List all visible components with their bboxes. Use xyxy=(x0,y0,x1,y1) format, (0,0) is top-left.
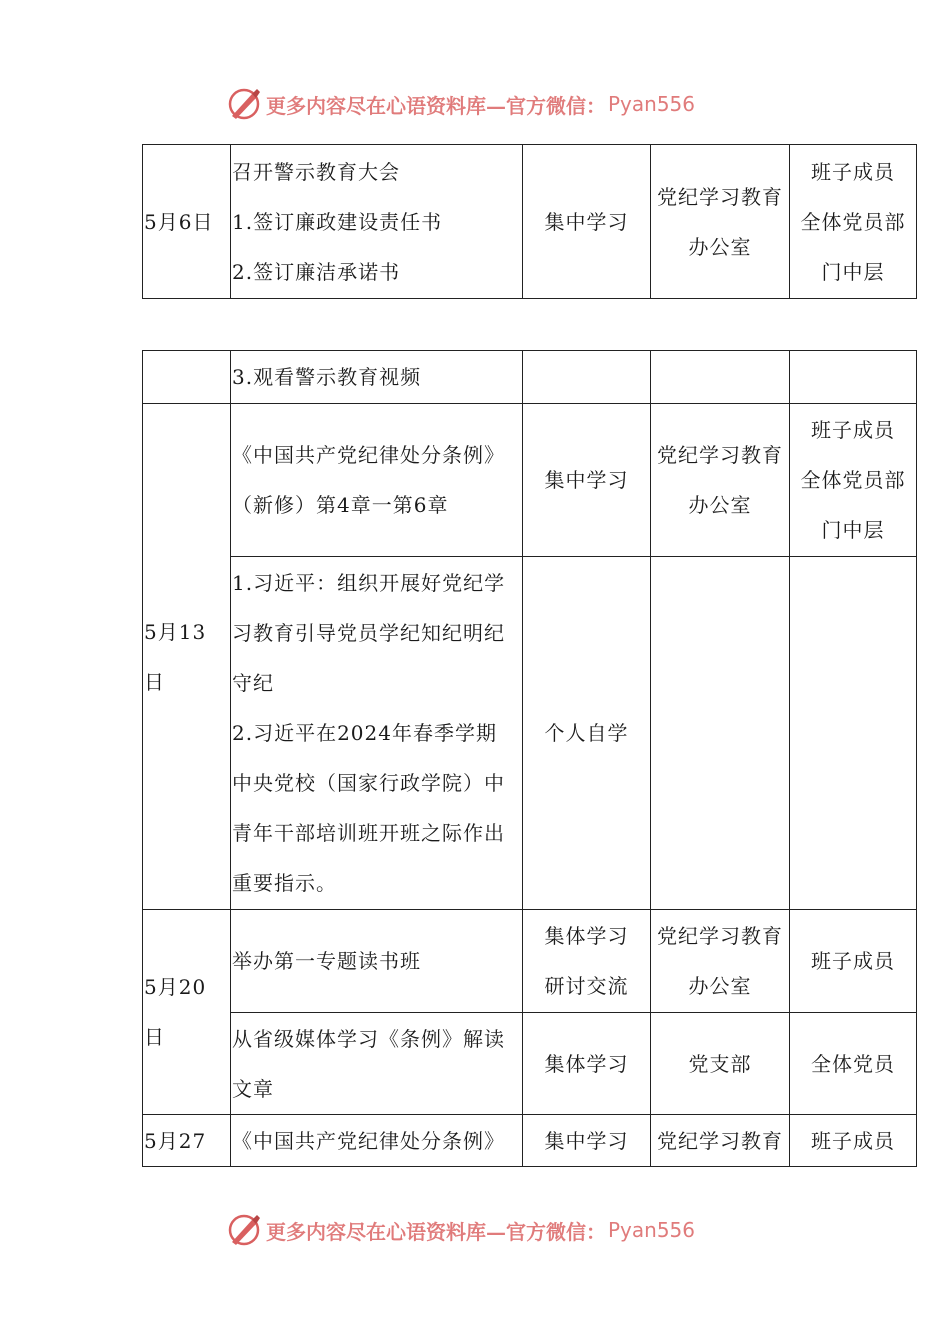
table-row xyxy=(143,145,917,299)
content-cell: 从省级媒体学习《条例》解读 文章 xyxy=(231,1013,523,1115)
participants-cell: 班子成员 全体党员部 门中层 xyxy=(790,404,917,557)
date-cell: 5月6日 xyxy=(143,145,231,299)
method-cell: 集中学习 xyxy=(523,1115,651,1167)
content-cell: 《中国共产党纪律处分条例》 xyxy=(231,1115,523,1167)
pen-logo-icon xyxy=(226,1212,262,1248)
date-cell: 5月27 xyxy=(143,1115,231,1167)
content-cell: 《中国共产党纪律处分条例》 （新修）第4章一第6章 xyxy=(231,404,523,557)
method-cell: 集中学习 xyxy=(523,404,651,557)
participants-cell: 班子成员 全体党员部 门中层 xyxy=(790,145,917,299)
watermark-bottom xyxy=(226,1212,695,1248)
table-row xyxy=(143,1013,917,1115)
content-cell: 3.观看警示教育视频 xyxy=(231,351,523,404)
watermark-wechat-id: Pyan556 xyxy=(608,1218,696,1242)
table-row xyxy=(143,1115,917,1167)
participants-cell: 班子成员 xyxy=(790,910,917,1013)
organizer-cell: 党纪学习教育 办公室 xyxy=(651,145,790,299)
method-cell xyxy=(523,351,651,404)
table-row xyxy=(143,351,917,404)
method-cell: 个人自学 xyxy=(523,557,651,910)
date-cell xyxy=(143,351,231,404)
organizer-cell: 党支部 xyxy=(651,1013,790,1115)
participants-cell xyxy=(790,351,917,404)
participants-cell xyxy=(790,557,917,910)
organizer-cell: 党纪学习教育 xyxy=(651,1115,790,1167)
organizer-cell: 党纪学习教育 办公室 xyxy=(651,910,790,1013)
method-cell: 集体学习 xyxy=(523,1013,651,1115)
table-row xyxy=(143,910,917,1013)
content-cell: 举办第一专题读书班 xyxy=(231,910,523,1013)
table-row xyxy=(143,557,917,910)
organizer-cell: 党纪学习教育 办公室 xyxy=(651,404,790,557)
pen-logo-icon xyxy=(226,86,262,122)
participants-cell: 全体党员 xyxy=(790,1013,917,1115)
watermark-text: 更多内容尽在心语资料库—官方微信： xyxy=(266,93,606,118)
watermark-top xyxy=(226,86,695,122)
table-row xyxy=(143,404,917,557)
watermark-wechat-id: Pyan556 xyxy=(608,92,696,116)
content-cell: 召开警示教育大会 1.签订廉政建设责任书 2.签订廉洁承诺书 xyxy=(231,145,523,299)
method-cell: 集体学习 研讨交流 xyxy=(523,910,651,1013)
content-cell: 1.习近平：组织开展好党纪学 习教育引导党员学纪知纪明纪 守纪 2.习近平在2024年春季学期 中央党校（国家行政学院）中 青年干部培训班开班之际作出 重要指示。 xyxy=(231,557,523,910)
organizer-cell xyxy=(651,557,790,910)
organizer-cell xyxy=(651,351,790,404)
participants-cell: 班子成员 xyxy=(790,1115,917,1167)
schedule-table-2 xyxy=(142,350,917,1167)
watermark-text: 更多内容尽在心语资料库—官方微信： xyxy=(266,1219,606,1244)
schedule-table-1 xyxy=(142,144,917,299)
date-cell: 5月13 日 xyxy=(143,404,231,910)
date-cell: 5月20 日 xyxy=(143,910,231,1115)
method-cell: 集中学习 xyxy=(523,145,651,299)
